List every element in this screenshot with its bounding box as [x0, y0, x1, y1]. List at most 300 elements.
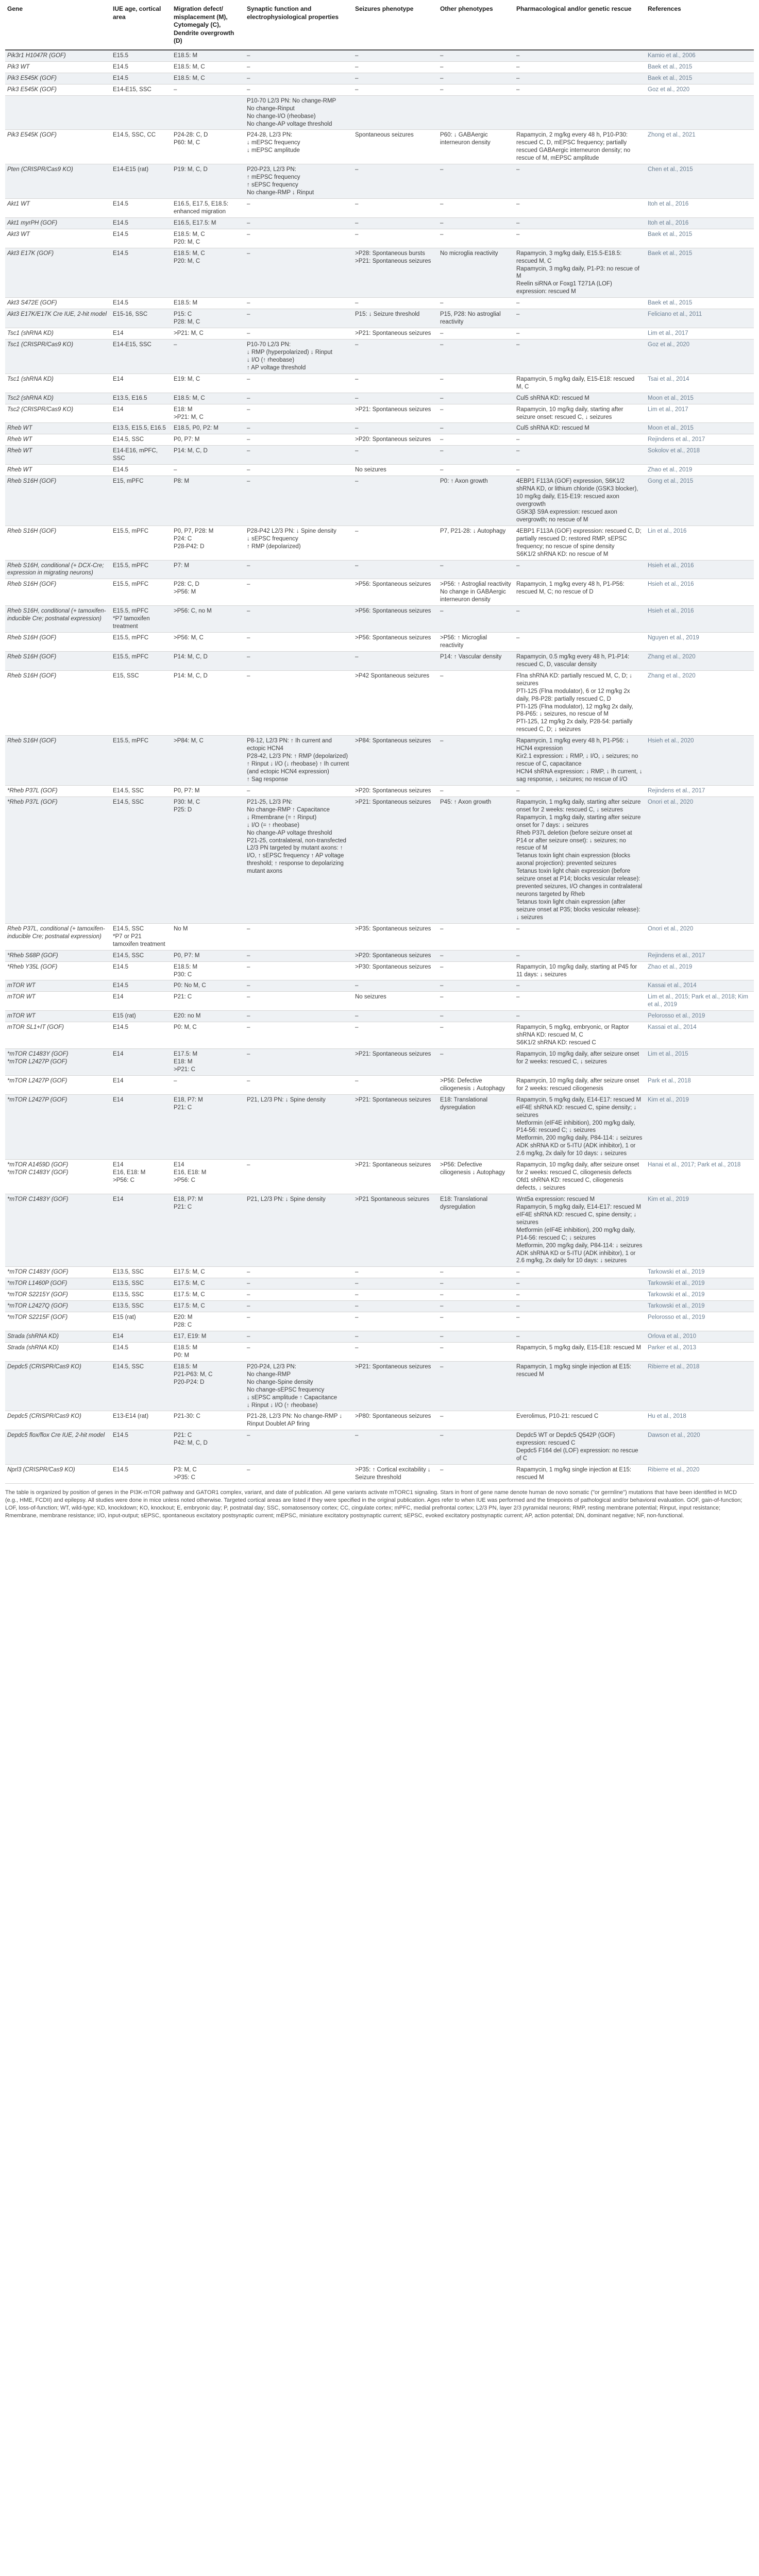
cell-rescue: –: [514, 298, 646, 309]
cell-other: –: [438, 736, 514, 786]
cell-gene: Pik3 E545K (GOF): [5, 84, 111, 95]
cell-migration: E18.5: M, C: [172, 73, 245, 84]
cell-synaptic: –: [245, 579, 353, 606]
cell-reference: Hu et al., 2018: [646, 1411, 754, 1430]
cell-iue-age: E15, mPFC: [111, 476, 172, 526]
cell-other: –: [438, 1049, 514, 1076]
cell-other: –: [438, 84, 514, 95]
table-row: [5, 651, 754, 670]
cell-seizures: –: [353, 560, 438, 579]
cell-other: –: [438, 1331, 514, 1343]
cell-seizures: –: [353, 1301, 438, 1312]
cell-iue-age: E14.5: [111, 961, 172, 980]
cell-other: –: [438, 1267, 514, 1278]
cell-rescue: –: [514, 1301, 646, 1312]
cell-iue-age: E13-E14 (rat): [111, 1411, 172, 1430]
cell-rescue: –: [514, 446, 646, 465]
cell-other: No microglia reactivity: [438, 248, 514, 298]
table-row: [5, 1160, 754, 1194]
cell-reference: Goz et al., 2020: [646, 84, 754, 95]
cell-synaptic: –: [245, 1290, 353, 1301]
cell-seizures: [353, 95, 438, 130]
cell-migration: E18.5: M, C: [172, 61, 245, 73]
cell-migration: –: [172, 340, 245, 374]
cell-synaptic: –: [245, 465, 353, 476]
cell-iue-age: E14.5: [111, 198, 172, 217]
cell-synaptic: P20-P23, L2/3 PN: ↑ mEPSC frequency ↑ sEPSC frequency No change-RMP ↓ Rinput: [245, 164, 353, 199]
cell-reference: Ribierre et al., 2018: [646, 1361, 754, 1411]
cell-synaptic: –: [245, 423, 353, 434]
cell-gene: Akt1 myrPH (GOF): [5, 217, 111, 229]
cell-reference: Hsieh et al., 2020: [646, 736, 754, 786]
cell-other: –: [438, 1290, 514, 1301]
cell-seizures: –: [353, 198, 438, 217]
cell-reference: Ribierre et al., 2020: [646, 1465, 754, 1484]
cell-iue-age: E14 E16, E18: M >P56: C: [111, 1160, 172, 1194]
cell-synaptic: –: [245, 923, 353, 950]
cell-iue-age: E15 (rat): [111, 1312, 172, 1331]
cell-migration: P15: C P28: M, C: [172, 309, 245, 328]
cell-rescue: –: [514, 785, 646, 796]
cell-migration: P7: M: [172, 560, 245, 579]
cell-migration: –: [172, 84, 245, 95]
cell-synaptic: –: [245, 1331, 353, 1343]
cell-reference: Tarkowski et al., 2019: [646, 1290, 754, 1301]
table-row: [5, 1267, 754, 1278]
cell-rescue: Cul5 shRNA KD: rescued M: [514, 423, 646, 434]
cell-migration: P21: C P42: M, C, D: [172, 1430, 245, 1465]
cell-other: –: [438, 923, 514, 950]
table-row: [5, 423, 754, 434]
cell-other: –: [438, 198, 514, 217]
cell-iue-age: E14: [111, 1049, 172, 1076]
cell-reference: Park et al., 2018: [646, 1075, 754, 1094]
cell-iue-age: E15.5: [111, 50, 172, 61]
cell-synaptic: P10-70 L2/3 PN: No change-RMP No change-Rinput No change-I/O (rheobase) No change-AP voltage threshold: [245, 95, 353, 130]
cell-reference: Kim et al., 2019: [646, 1194, 754, 1266]
table-row: [5, 465, 754, 476]
table-row: [5, 198, 754, 217]
cell-rescue: Rapamycin, 1 mg/kg daily, starting after seizure onset for 2 weeks: rescued C, ↓ seizures Rapamycin, 1 mg/kg daily, starting after seizure onset for 7 days: ↓ seizures Rheb P37L deletion (before seizure onset at P14 or after seizure onset): ↓ seizures; no rescue of M Tetanus toxin light chain expression (blocks axonal projection): prevented seizures Tetanus toxin light chain expression (before seizure onset at P14; blocks vesicular release): prevented seizures, I/O changes in contralateral neurons targeted by Rheb Tetanus toxin light chain expression (after seizure onset at P35; blocks vesicular release): ↓ seizures: [514, 796, 646, 923]
cell-seizures: –: [353, 1267, 438, 1278]
cell-iue-age: E14: [111, 1094, 172, 1160]
table-row: [5, 95, 754, 130]
cell-reference: [646, 95, 754, 130]
table-row: [5, 796, 754, 923]
cell-migration: E18.5: M: [172, 298, 245, 309]
cell-seizures: –: [353, 1278, 438, 1290]
cell-reference: Hsieh et al., 2016: [646, 560, 754, 579]
cell-other: –: [438, 465, 514, 476]
cell-reference: Zhao et al., 2019: [646, 961, 754, 980]
table-row: [5, 1290, 754, 1301]
cell-iue-age: E13.5, SSC: [111, 1267, 172, 1278]
cell-synaptic: –: [245, 961, 353, 980]
cell-rescue: Wnt5a expression: rescued M Rapamycin, 5 mg/kg daily, E14-E17: rescued M eIF4E shRNA KD: rescued C, spine density; ↓ seizures Metformin (eIF4E inhibition), 200 mg/kg daily, P14-56: rescued C; ↓ seizures Metformin, 200 mg/kg daily, P84-114: ↓ seizures ADK shRNA KD or 5-ITU (ADK inhibitor), 1 or 2.6 mg/kg, 2x daily for 10 days: ↓ seizures: [514, 1194, 646, 1266]
cell-reference: Onori et al., 2020: [646, 796, 754, 923]
cell-reference: Chen et al., 2015: [646, 164, 754, 199]
table-row: [5, 606, 754, 633]
cell-other: –: [438, 164, 514, 199]
table-row: [5, 1465, 754, 1484]
cell-gene: mTOR WT: [5, 992, 111, 1011]
cell-gene: Pik3 WT: [5, 61, 111, 73]
cell-migration: E18.5: M P0: M: [172, 1342, 245, 1361]
cell-iue-age: E14.5: [111, 1465, 172, 1484]
table-row: [5, 980, 754, 992]
cell-iue-age: E14.5, SSC: [111, 1361, 172, 1411]
cell-migration: No M: [172, 923, 245, 950]
table-row: [5, 229, 754, 248]
table-body: [5, 50, 754, 1484]
cell-rescue: Rapamycin, 5 mg/kg, embryonic, or Raptor shRNA KD: rescued M, C S6K1/2 shRNA KD: rescued C: [514, 1022, 646, 1049]
cell-migration: E14 E16, E18: M >P56: C: [172, 1160, 245, 1194]
table-row: [5, 164, 754, 199]
cell-gene: Tsc2 (shRNA KD): [5, 393, 111, 404]
table-row: [5, 1430, 754, 1465]
table-row: [5, 1094, 754, 1160]
cell-migration: E18.5: M: [172, 50, 245, 61]
cell-iue-age: E14.5: [111, 229, 172, 248]
cell-rescue: Rapamycin, 1 mg/kg single injection at E15: rescued M: [514, 1465, 646, 1484]
cell-iue-age: E14: [111, 992, 172, 1011]
cell-migration: P24-28: C, D P60: M, C: [172, 130, 245, 164]
cell-reference: Pelorosso et al., 2019: [646, 1312, 754, 1331]
cell-migration: E18.5: M P21-P63: M, C P20-P24: D: [172, 1361, 245, 1411]
cell-rescue: Rapamycin, 5 mg/kg daily, E15-E18: rescued M: [514, 1342, 646, 1361]
table-row: [5, 1342, 754, 1361]
cell-iue-age: E15, SSC: [111, 670, 172, 736]
cell-migration: E20: M P28: C: [172, 1312, 245, 1331]
cell-other: –: [438, 1301, 514, 1312]
cell-other: P15, P28: No astroglial reactivity: [438, 309, 514, 328]
cell-reference: Tarkowski et al., 2019: [646, 1267, 754, 1278]
cell-other: >P56: Defective ciliogenesis ↓ Autophagy: [438, 1160, 514, 1194]
cell-gene: mTOR WT: [5, 1011, 111, 1022]
cell-migration: P0, P7, P28: M P24: C P28-P42: D: [172, 526, 245, 560]
cell-seizures: –: [353, 73, 438, 84]
cell-synaptic: –: [245, 84, 353, 95]
cell-reference: Nguyen et al., 2019: [646, 633, 754, 652]
table-row: [5, 1331, 754, 1343]
header-other: Other phenotypes: [438, 3, 514, 50]
cell-synaptic: –: [245, 374, 353, 393]
cell-seizures: –: [353, 229, 438, 248]
cell-other: E18: Translational dysregulation: [438, 1194, 514, 1266]
cell-seizures: Spontaneous seizures: [353, 130, 438, 164]
cell-synaptic: P8-12, L2/3 PN: ↑ Ih current and ectopic HCN4 P28-42, L2/3 PN: ↑ RMP (depolarized) ↑ Rinput ↓ I/O (↓ rheobase) ↑ Ih current (and ectopic HCN4 expression) ↑ Sag response: [245, 736, 353, 786]
cell-seizures: –: [353, 298, 438, 309]
cell-reference: Zhong et al., 2021: [646, 130, 754, 164]
cell-rescue: –: [514, 923, 646, 950]
cell-gene: Pik3 E545K (GOF): [5, 73, 111, 84]
cell-other: –: [438, 404, 514, 423]
table-row: [5, 961, 754, 980]
cell-gene: mTOR SL1+IT (GOF): [5, 1022, 111, 1049]
cell-rescue: Rapamycin, 10 mg/kg daily, starting after seizure onset: rescued C, ↓ seizures: [514, 404, 646, 423]
cell-synaptic: –: [245, 1075, 353, 1094]
cell-iue-age: E14: [111, 374, 172, 393]
cell-seizures: >P21: Spontaneous seizures: [353, 404, 438, 423]
cell-migration: E17, E19: M: [172, 1331, 245, 1343]
cell-synaptic: –: [245, 1301, 353, 1312]
cell-other: –: [438, 1312, 514, 1331]
cell-gene: Rheb S16H (GOF): [5, 526, 111, 560]
cell-reference: Zhang et al., 2020: [646, 670, 754, 736]
cell-reference: Kamio et al., 2006: [646, 50, 754, 61]
cell-synaptic: –: [245, 1022, 353, 1049]
cell-iue-age: E15 (rat): [111, 1011, 172, 1022]
cell-reference: Baek et al., 2015: [646, 73, 754, 84]
cell-migration: –: [172, 1075, 245, 1094]
cell-rescue: –: [514, 560, 646, 579]
cell-other: E18: Translational dysregulation: [438, 1094, 514, 1160]
cell-rescue: –: [514, 50, 646, 61]
cell-reference: Tarkowski et al., 2019: [646, 1301, 754, 1312]
cell-rescue: –: [514, 73, 646, 84]
cell-gene: Rheb WT: [5, 465, 111, 476]
cell-other: –: [438, 61, 514, 73]
table-row: [5, 404, 754, 423]
cell-reference: Hsieh et al., 2016: [646, 579, 754, 606]
cell-rescue: Rapamycin, 10 mg/kg daily, after seizure onset for 2 weeks: rescued C, ciliogenesis defects Ofd1 shRNA KD: rescued C, ciliogenesis defects, ↓ seizures: [514, 1160, 646, 1194]
cell-gene: Akt3 S472E (GOF): [5, 298, 111, 309]
cell-iue-age: E14-E15, SSC: [111, 340, 172, 374]
cell-other: >P56: Defective ciliogenesis ↓ Autophagy: [438, 1075, 514, 1094]
cell-migration: E18, P7: M P21: C: [172, 1194, 245, 1266]
cell-gene: Rheb WT: [5, 434, 111, 446]
cell-iue-age: E14: [111, 1194, 172, 1266]
cell-migration: E18.5: M, C P20: M, C: [172, 229, 245, 248]
cell-migration: P3: M, C >P35: C: [172, 1465, 245, 1484]
cell-iue-age: E15.5, mPFC: [111, 560, 172, 579]
cell-migration: >P21: M, C: [172, 328, 245, 340]
cell-other: P14: ↑ Vascular density: [438, 651, 514, 670]
cell-synaptic: –: [245, 476, 353, 526]
cell-gene: Rheb WT: [5, 423, 111, 434]
cell-reference: Parker et al., 2013: [646, 1342, 754, 1361]
cell-gene: *mTOR C1483Y (GOF): [5, 1194, 111, 1266]
table-row: [5, 61, 754, 73]
cell-gene: *mTOR C1483Y (GOF): [5, 1267, 111, 1278]
cell-seizures: –: [353, 1075, 438, 1094]
table-row: [5, 1075, 754, 1094]
cell-other: –: [438, 298, 514, 309]
cell-gene: Akt3 WT: [5, 229, 111, 248]
table-row: [5, 298, 754, 309]
cell-reference: Orlova et al., 2010: [646, 1331, 754, 1343]
cell-synaptic: P28-P42 L2/3 PN: ↓ Spine density ↓ sEPSC frequency ↑ RMP (depolarized): [245, 526, 353, 560]
cell-iue-age: E14: [111, 404, 172, 423]
cell-migration: P8: M: [172, 476, 245, 526]
cell-seizures: –: [353, 1312, 438, 1331]
cell-reference: Tsai et al., 2014: [646, 374, 754, 393]
header-migration: Migration defect/ misplacement (M), Cytomegaly (C), Dendrite overgrowth (D): [172, 3, 245, 50]
cell-seizures: >P21: Spontaneous seizures: [353, 796, 438, 923]
cell-iue-age: E14.5: [111, 1342, 172, 1361]
cell-rescue: –: [514, 980, 646, 992]
cell-gene: Pik3 E545K (GOF): [5, 130, 111, 164]
cell-iue-age: E14.5, SSC: [111, 796, 172, 923]
cell-migration: P0: M, C: [172, 1022, 245, 1049]
table-footnote: The table is organized by position of genes in the PI3K-mTOR pathway and GATOR1 complex, variant, and date of publication. All gene variants activate mTORC1 signaling. Stars in front of gene name denote human de novo somatic ("or germline") mutations that have been identified in MCD (e.g., HME, FCDII) and epilepsy. All studies were done in mice unless noted otherwise. Targeted cortical areas are listed if they were specified in the original publication. Ages refer to when IUE was performed and the timepoints of pathological and/or behavioral evaluation. GOF, gain-of-function; LOF, loss-of-function; WT, wild-type; KD, knockdown; KO, knockout; E, embryonic day; P, postnatal day; SSC, somatosensory cortex; CC, cingulate cortex; mPFC, medial prefrontal cortex; L2/3 PN, layer 2/3 pyramidal neurons; RMP, resting membrane potential; Rinput, input resistance; Rmembrane, membrane resistance; I/O, input-output; sEPSC, spontaneous excitatory postsynaptic current; mEPSC, miniature excitatory postsynaptic current; sEPSC, evoked excitatory postsynaptic current; AP, action potential; DN, dominant negative; NF, non-functional.: [5, 1489, 743, 1519]
cell-synaptic: –: [245, 1011, 353, 1022]
cell-migration: P14: M, C, D: [172, 651, 245, 670]
cell-iue-age: E15.5, mPFC: [111, 651, 172, 670]
cell-iue-age: E14.5: [111, 217, 172, 229]
cell-migration: P30: M, C P25: D: [172, 796, 245, 923]
cell-migration: E17.5: M, C: [172, 1278, 245, 1290]
cell-gene: mTOR WT: [5, 980, 111, 992]
table-row: [5, 670, 754, 736]
cell-rescue: –: [514, 1312, 646, 1331]
cell-rescue: Everolimus, P10-21: rescued C: [514, 1411, 646, 1430]
cell-gene: *Rheb S68P (GOF): [5, 950, 111, 961]
cell-reference: Kim et al., 2019: [646, 1094, 754, 1160]
table-row: [5, 950, 754, 961]
cell-synaptic: –: [245, 298, 353, 309]
cell-seizures: >P20: Spontaneous seizures: [353, 950, 438, 961]
cell-other: –: [438, 1361, 514, 1411]
header-gene: Gene: [5, 3, 111, 50]
cell-migration: >P56: C, no M: [172, 606, 245, 633]
cell-gene: Akt3 E17K/E17K Cre IUE, 2-hit model: [5, 309, 111, 328]
cell-migration: P0, P7: M: [172, 785, 245, 796]
cell-gene: Pik3r1 H1047R (GOF): [5, 50, 111, 61]
cell-synaptic: –: [245, 328, 353, 340]
cell-seizures: >P21: Spontaneous seizures: [353, 1160, 438, 1194]
cell-gene: Nprl3 (CRISPR/Cas9 KO): [5, 1465, 111, 1484]
cell-iue-age: E15.5, mPFC *P7 tamoxifen treatment: [111, 606, 172, 633]
cell-gene: *mTOR L1460P (GOF): [5, 1278, 111, 1290]
cell-reference: Hanai et al., 2017; Park et al., 2018: [646, 1160, 754, 1194]
cell-seizures: >P20: Spontaneous seizures: [353, 785, 438, 796]
cell-seizures: –: [353, 476, 438, 526]
cell-migration: E17.5: M E18: M >P21: C: [172, 1049, 245, 1076]
cell-iue-age: E14: [111, 328, 172, 340]
cell-iue-age: E13.5, E16.5: [111, 393, 172, 404]
cell-iue-age: E14.5, SSC: [111, 434, 172, 446]
cell-other: –: [438, 446, 514, 465]
cell-rescue: Rapamycin, 2 mg/kg every 48 h, P10-P30: rescued C, D, mEPSC frequency; partially rescued GABAergic interneuron density; no rescue of M, mEPSC amplitude: [514, 130, 646, 164]
cell-other: P0: ↑ Axon growth: [438, 476, 514, 526]
cell-reference: Kassai et al., 2014: [646, 1022, 754, 1049]
cell-seizures: –: [353, 526, 438, 560]
cell-gene: Akt3 E17K (GOF): [5, 248, 111, 298]
cell-iue-age: E15.5, mPFC: [111, 633, 172, 652]
cell-rescue: Rapamycin, 1 mg/kg single injection at E15: rescued M: [514, 1361, 646, 1411]
cell-synaptic: –: [245, 633, 353, 652]
cell-gene: Rheb S16H (GOF): [5, 633, 111, 652]
cell-seizures: –: [353, 980, 438, 992]
cell-other: –: [438, 1465, 514, 1484]
cell-migration: E17.5: M, C: [172, 1267, 245, 1278]
cell-synaptic: –: [245, 1430, 353, 1465]
cell-reference: Lin et al., 2016: [646, 526, 754, 560]
table-row: [5, 1301, 754, 1312]
table-row: [5, 217, 754, 229]
table-row: [5, 309, 754, 328]
cell-gene: Strada (shRNA KD): [5, 1342, 111, 1361]
cell-migration: P21: C: [172, 992, 245, 1011]
cell-iue-age: E15.5, mPFC: [111, 526, 172, 560]
cell-seizures: –: [353, 50, 438, 61]
cell-seizures: –: [353, 393, 438, 404]
cell-gene: Depdc5 flox/flox Cre IUE, 2-hit model: [5, 1430, 111, 1465]
table-row: [5, 923, 754, 950]
cell-rescue: –: [514, 198, 646, 217]
cell-synaptic: –: [245, 651, 353, 670]
table-header-row: [5, 3, 754, 50]
cell-gene: Akt1 WT: [5, 198, 111, 217]
cell-other: –: [438, 1278, 514, 1290]
cell-migration: E17.5: M, C: [172, 1290, 245, 1301]
cell-reference: Lim et al., 2017: [646, 404, 754, 423]
cell-migration: E19: M, C: [172, 374, 245, 393]
cell-reference: Dawson et al., 2020: [646, 1430, 754, 1465]
cell-seizures: >P20: Spontaneous seizures: [353, 434, 438, 446]
cell-rescue: –: [514, 309, 646, 328]
cell-migration: E18, P7: M P21: C: [172, 1094, 245, 1160]
cell-rescue: –: [514, 1331, 646, 1343]
cell-migration: E18.5: M P30: C: [172, 961, 245, 980]
table-row: [5, 992, 754, 1011]
cell-other: –: [438, 328, 514, 340]
cell-synaptic: –: [245, 198, 353, 217]
header-rescue: Pharmacological and/or genetic rescue: [514, 3, 646, 50]
cell-synaptic: –: [245, 950, 353, 961]
cell-gene: Rheb S16H (GOF): [5, 476, 111, 526]
cell-seizures: –: [353, 1022, 438, 1049]
cell-gene: Tsc1 (CRISPR/Cas9 KO): [5, 340, 111, 374]
cell-migration: E18: M >P21: M, C: [172, 404, 245, 423]
cell-seizures: >P56: Spontaneous seizures: [353, 633, 438, 652]
cell-reference: Baek et al., 2015: [646, 298, 754, 309]
cell-iue-age: E14.5, SSC, CC: [111, 130, 172, 164]
cell-iue-age: E14.5, SSC: [111, 785, 172, 796]
table-row: [5, 1022, 754, 1049]
header-synaptic: Synaptic function and electrophysiological properties: [245, 3, 353, 50]
cell-other: –: [438, 670, 514, 736]
cell-seizures: >P35: ↑ Cortical excitability ↓ Seizure threshold: [353, 1465, 438, 1484]
cell-rescue: –: [514, 950, 646, 961]
cell-rescue: Rapamycin, 0.5 mg/kg every 48 h, P1-P14: rescued C, D, vascular density: [514, 651, 646, 670]
cell-iue-age: E13.5, E15.5, E16.5: [111, 423, 172, 434]
header-iue-age: IUE age, cortical area: [111, 3, 172, 50]
cell-other: –: [438, 1411, 514, 1430]
cell-gene: Rheb S16H (GOF): [5, 651, 111, 670]
cell-seizures: P15: ↓ Seizure threshold: [353, 309, 438, 328]
cell-rescue: Cul5 shRNA KD: rescued M: [514, 393, 646, 404]
table-row: [5, 476, 754, 526]
cell-synaptic: –: [245, 992, 353, 1011]
cell-migration: P28: C, D >P56: M: [172, 579, 245, 606]
cell-migration: P19: M, C, D: [172, 164, 245, 199]
cell-synaptic: –: [245, 50, 353, 61]
cell-other: P7, P21-28: ↓ Autophagy: [438, 526, 514, 560]
cell-reference: Feliciano et al., 2011: [646, 309, 754, 328]
cell-iue-age: E14: [111, 1075, 172, 1094]
cell-other: –: [438, 50, 514, 61]
cell-rescue: Rapamycin, 5 mg/kg daily, E14-E17: rescued M eIF4E shRNA KD: rescued C, spine density; ↓ seizures Metformin (eIF4E inhibition), 200 mg/kg daily, P14-56: rescued C; ↓ seizures Metformin, 200 mg/kg daily, P84-114: ↓ seizures ADK shRNA KD or 5-ITU (ADK inhibitor), 1 or 2.6 mg/kg, 2x daily for 10 days: ↓ seizures: [514, 1094, 646, 1160]
cell-gene: *mTOR L2427P (GOF): [5, 1094, 111, 1160]
cell-synaptic: –: [245, 560, 353, 579]
cell-rescue: –: [514, 217, 646, 229]
cell-migration: P14: M, C, D: [172, 670, 245, 736]
cell-migration: E16.5, E17.5: M: [172, 217, 245, 229]
cell-rescue: Rapamycin, 10 mg/kg daily, after seizure onset for 2 weeks: rescued ciliogenesis: [514, 1075, 646, 1094]
cell-gene: Strada (shRNA KD): [5, 1331, 111, 1343]
